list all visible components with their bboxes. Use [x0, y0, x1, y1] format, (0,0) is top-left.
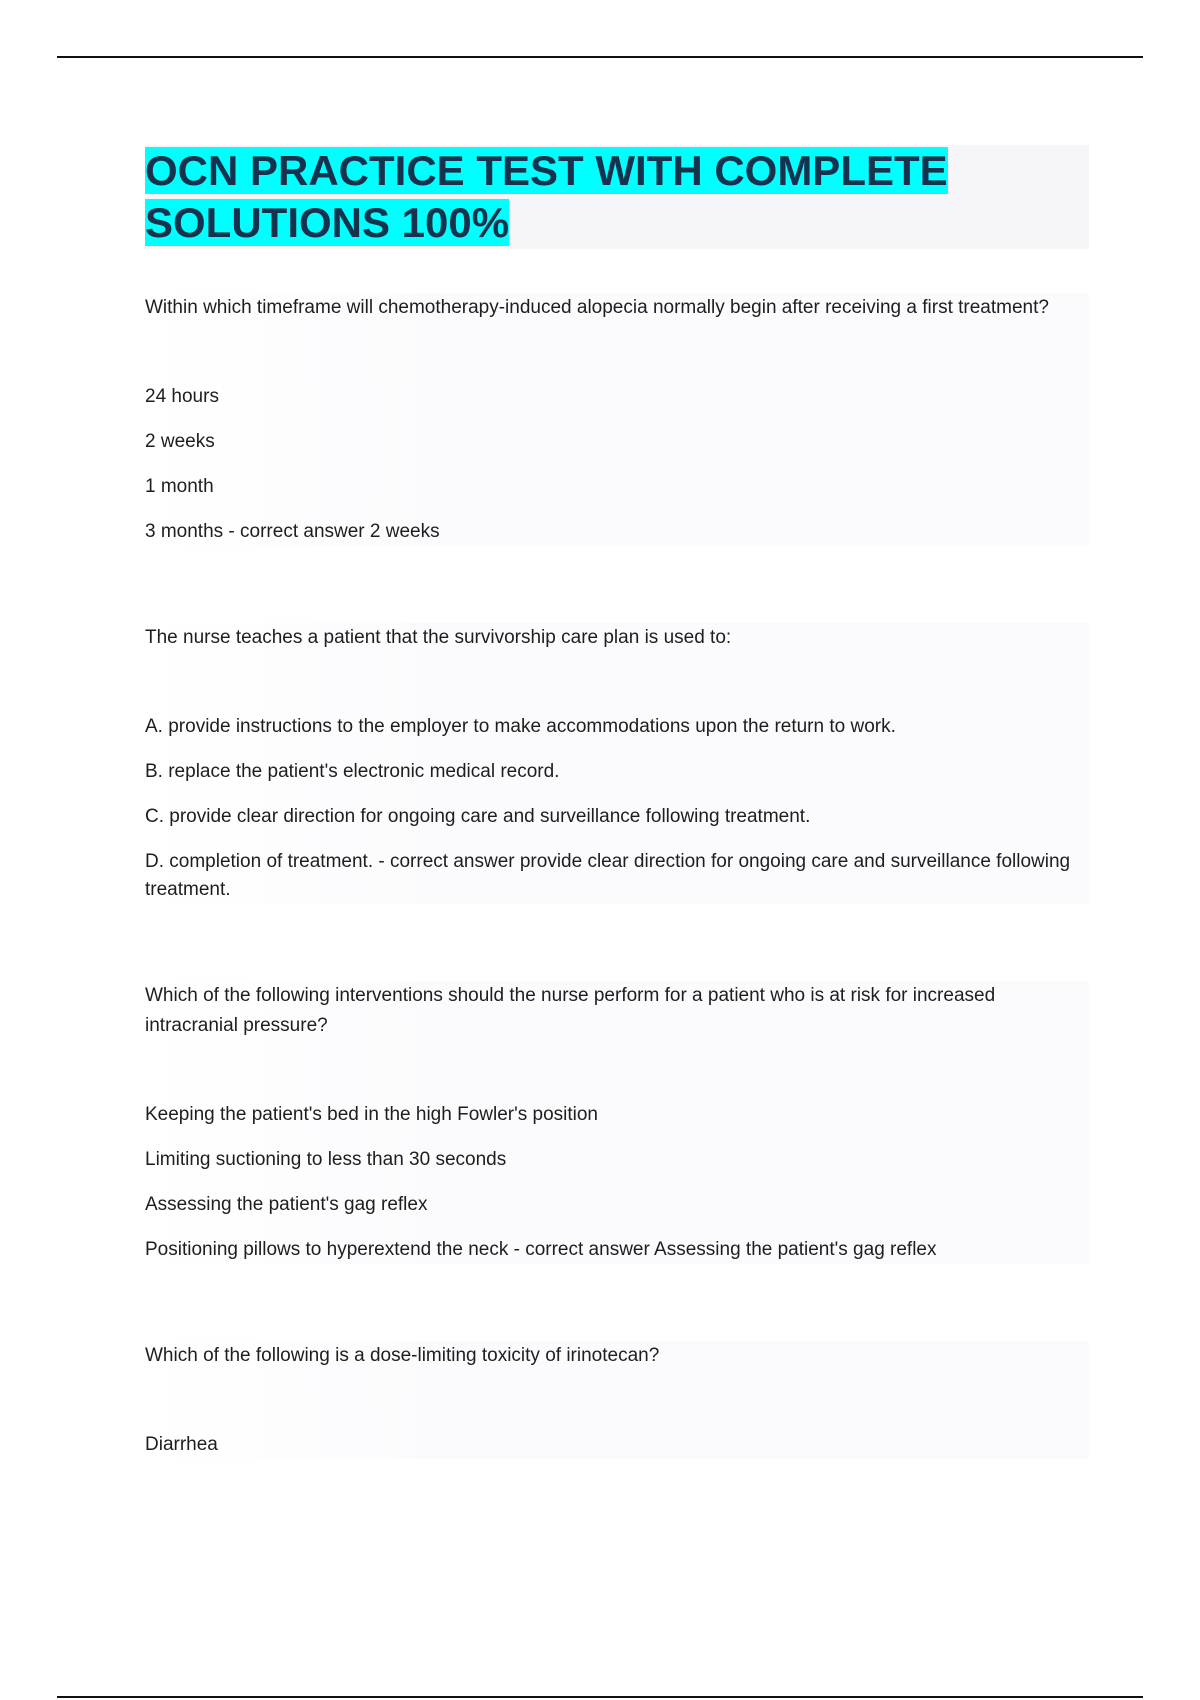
question-text: The nurse teaches a patient that the survivorship care plan is used to: — [145, 627, 732, 648]
question-block — [145, 981, 1089, 1264]
answer-option: Positioning pillows to hyperextend the neck - correct answer Assessing the patient's gag reflex — [145, 1239, 937, 1260]
answer-options — [145, 383, 1089, 546]
question-text: Which of the following is a dose-limiting toxicity of irinotecan? — [145, 1345, 660, 1366]
answer-options — [145, 713, 1089, 904]
answer-option: 1 month — [145, 476, 214, 497]
answer-option: D. completion of treatment. - correct answer provide clear direction for ongoing care and surveillance following treatment. — [145, 851, 1071, 900]
answer-option: 24 hours — [145, 386, 219, 407]
answer-option: A. provide instructions to the employer to make accommodations upon the return to work. — [145, 716, 896, 737]
bottom-rule — [57, 1696, 1143, 1698]
document-body — [145, 145, 1089, 1476]
answer-options — [145, 1101, 1089, 1264]
question-text: Within which timeframe will chemotherapy-induced alopecia normally begin after receiving a first treatment? — [145, 297, 1049, 318]
document-title — [145, 145, 1089, 249]
answer-option: 2 weeks — [145, 431, 215, 452]
question-block — [145, 623, 1089, 904]
answer-option: Assessing the patient's gag reflex — [145, 1194, 428, 1215]
answer-option: C. provide clear direction for ongoing care and surveillance following treatment. — [145, 806, 811, 827]
top-rule — [57, 56, 1143, 58]
question-block — [145, 293, 1089, 546]
answer-option: Keeping the patient's bed in the high Fowler's position — [145, 1104, 598, 1125]
question-block — [145, 1341, 1089, 1459]
answer-option: B. replace the patient's electronic medical record. — [145, 761, 560, 782]
answer-options — [145, 1431, 1089, 1459]
title-line-2: SOLUTIONS 100% — [145, 199, 510, 246]
answer-option: Limiting suctioning to less than 30 seconds — [145, 1149, 507, 1170]
answer-option: Diarrhea — [145, 1434, 218, 1455]
question-text: Which of the following interventions should the nurse perform for a patient who is at risk for increased intracranial pressure? — [145, 985, 996, 1036]
answer-option: 3 months - correct answer 2 weeks — [145, 521, 440, 542]
title-block — [145, 145, 1089, 249]
title-line-1: OCN PRACTICE TEST WITH COMPLETE — [145, 147, 948, 194]
